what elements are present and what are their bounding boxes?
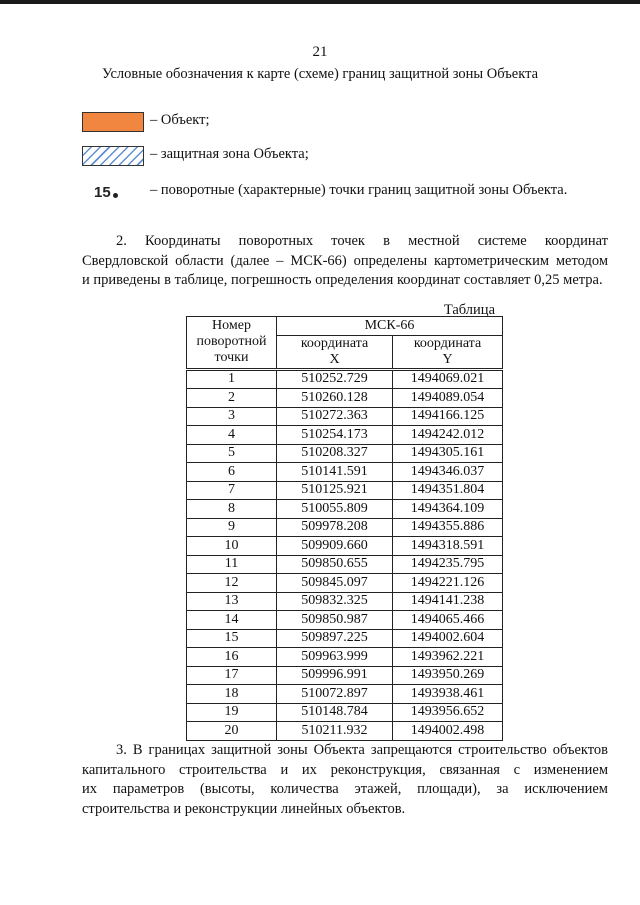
point-number-cell: 11 xyxy=(187,555,277,574)
header-text: координата xyxy=(413,335,482,351)
y-coordinate-cell: 1493938.461 xyxy=(393,685,503,704)
paragraph-3-line: их параметров (высоты, количества этажей, площади), за исключением xyxy=(82,781,608,797)
point-number-cell: 15 xyxy=(187,629,277,648)
point-number-cell: 12 xyxy=(187,574,277,593)
point-number-cell: 2 xyxy=(187,389,277,408)
point-number-cell: 8 xyxy=(187,500,277,519)
y-coordinate-cell: 1494141.238 xyxy=(393,592,503,611)
paragraph-2 xyxy=(82,232,608,291)
x-coordinate-cell: 509978.208 xyxy=(277,518,393,537)
point-number-cell: 17 xyxy=(187,666,277,685)
x-coordinate-cell: 509996.991 xyxy=(277,666,393,685)
point-number-cell: 20 xyxy=(187,722,277,741)
y-coordinate-cell: 1494221.126 xyxy=(393,574,503,593)
y-coordinate-cell: 1494242.012 xyxy=(393,426,503,445)
legend-zone-label: – защитная зона Объекта; xyxy=(150,146,309,162)
legend-point-label: – поворотные (характерные) точки границ защитной зоны Объекта. xyxy=(150,182,568,198)
header-text: X xyxy=(329,351,340,367)
point-marker-number: 15 xyxy=(94,183,111,201)
header-text: поворотной xyxy=(196,334,267,350)
x-coordinate-cell: 510141.591 xyxy=(277,463,393,482)
point-number-cell: 7 xyxy=(187,481,277,500)
table-row xyxy=(187,685,503,704)
table-row xyxy=(187,666,503,685)
x-coordinate-cell: 510211.932 xyxy=(277,722,393,741)
table-row xyxy=(187,592,503,611)
paragraph-3-line: 3. В границах защитной зоны Объекта запрещаются строительство объектов xyxy=(116,742,608,758)
object-swatch xyxy=(82,112,144,132)
header-text: точки xyxy=(214,350,249,366)
x-coordinate-cell: 510148.784 xyxy=(277,703,393,722)
table-row xyxy=(187,463,503,482)
table-caption: Таблица xyxy=(443,302,495,318)
y-coordinate-cell: 1494069.021 xyxy=(393,369,503,389)
paragraph-2-line: 2. Координаты поворотных точек в местной системе координат xyxy=(116,233,608,249)
legend-object xyxy=(82,111,144,133)
x-coordinate-cell: 509845.097 xyxy=(277,574,393,593)
table-row xyxy=(187,369,503,389)
point-number-cell: 13 xyxy=(187,592,277,611)
col-header-y xyxy=(393,335,503,369)
x-coordinate-cell: 509832.325 xyxy=(277,592,393,611)
table-row xyxy=(187,407,503,426)
legend-object-label: – Объект; xyxy=(150,112,210,128)
y-coordinate-cell: 1494305.161 xyxy=(393,444,503,463)
table-row xyxy=(187,481,503,500)
point-number-cell: 16 xyxy=(187,648,277,667)
table-row xyxy=(187,426,503,445)
table-row xyxy=(187,518,503,537)
legend-point xyxy=(94,181,156,203)
legend-zone xyxy=(82,145,144,167)
point-number-cell: 3 xyxy=(187,407,277,426)
x-coordinate-cell: 509909.660 xyxy=(277,537,393,556)
point-marker-icon xyxy=(94,184,156,201)
y-coordinate-cell: 1494065.466 xyxy=(393,611,503,630)
table-row xyxy=(187,629,503,648)
page-number: 21 xyxy=(312,44,328,60)
col-header-point-number xyxy=(187,317,277,370)
x-coordinate-cell: 509963.999 xyxy=(277,648,393,667)
point-number-cell: 9 xyxy=(187,518,277,537)
y-coordinate-cell: 1493956.652 xyxy=(393,703,503,722)
point-number-cell: 5 xyxy=(187,444,277,463)
table-row xyxy=(187,611,503,630)
point-number-cell: 14 xyxy=(187,611,277,630)
y-coordinate-cell: 1494351.804 xyxy=(393,481,503,500)
x-coordinate-cell: 510252.729 xyxy=(277,369,393,389)
header-text: Номер xyxy=(212,318,251,334)
header-text: Y xyxy=(442,351,453,367)
group-header-msk66: МСК-66 xyxy=(277,317,503,336)
y-coordinate-cell: 1494002.498 xyxy=(393,722,503,741)
paragraph-3-line: капитального строительства и их реконструкция, связанная с изменением xyxy=(82,761,608,778)
x-coordinate-cell: 510208.327 xyxy=(277,444,393,463)
point-number-cell: 10 xyxy=(187,537,277,556)
y-coordinate-cell: 1494089.054 xyxy=(393,389,503,408)
paragraph-3 xyxy=(82,741,608,819)
table-row xyxy=(187,389,503,408)
table-row xyxy=(187,574,503,593)
y-coordinate-cell: 1494364.109 xyxy=(393,500,503,519)
table-row xyxy=(187,537,503,556)
col-header-x xyxy=(277,335,393,369)
paragraph-3-line: строительства и реконструкции линейных объектов. xyxy=(82,800,406,817)
x-coordinate-cell: 510055.809 xyxy=(277,500,393,519)
paragraph-2-line: Свердловской области (далее – МСК-66) определены картометрическим методом xyxy=(82,252,608,269)
scan-top-border xyxy=(0,0,640,4)
y-coordinate-cell: 1494166.125 xyxy=(393,407,503,426)
x-coordinate-cell: 509897.225 xyxy=(277,629,393,648)
x-coordinate-cell: 510260.128 xyxy=(277,389,393,408)
header-text: координата xyxy=(300,335,369,351)
x-coordinate-cell: 510254.173 xyxy=(277,426,393,445)
coordinates-table xyxy=(186,316,503,741)
table-row xyxy=(187,703,503,722)
table-row xyxy=(187,722,503,741)
table-row xyxy=(187,648,503,667)
y-coordinate-cell: 1494235.795 xyxy=(393,555,503,574)
y-coordinate-cell: 1494346.037 xyxy=(393,463,503,482)
point-number-cell: 1 xyxy=(187,369,277,389)
x-coordinate-cell: 510125.921 xyxy=(277,481,393,500)
x-coordinate-cell: 509850.987 xyxy=(277,611,393,630)
point-number-cell: 18 xyxy=(187,685,277,704)
point-number-cell: 6 xyxy=(187,463,277,482)
table-body xyxy=(187,369,503,740)
y-coordinate-cell: 1494002.604 xyxy=(393,629,503,648)
table-row xyxy=(187,555,503,574)
paragraph-2-line: и приведены в таблице, погрешность определения координат составляет 0,25 метра. xyxy=(82,272,603,288)
table-row xyxy=(187,444,503,463)
y-coordinate-cell: 1494355.886 xyxy=(393,518,503,537)
x-coordinate-cell: 510272.363 xyxy=(277,407,393,426)
y-coordinate-cell: 1494318.591 xyxy=(393,537,503,556)
point-number-cell: 4 xyxy=(187,426,277,445)
point-number-cell: 19 xyxy=(187,703,277,722)
x-coordinate-cell: 509850.655 xyxy=(277,555,393,574)
point-dot-icon xyxy=(113,193,118,198)
zone-swatch xyxy=(82,146,144,166)
y-coordinate-cell: 1493962.221 xyxy=(393,648,503,667)
legend-title: Условные обозначения к карте (схеме) границ защитной зоны Объекта xyxy=(101,66,539,82)
table-row xyxy=(187,500,503,519)
y-coordinate-cell: 1493950.269 xyxy=(393,666,503,685)
x-coordinate-cell: 510072.897 xyxy=(277,685,393,704)
